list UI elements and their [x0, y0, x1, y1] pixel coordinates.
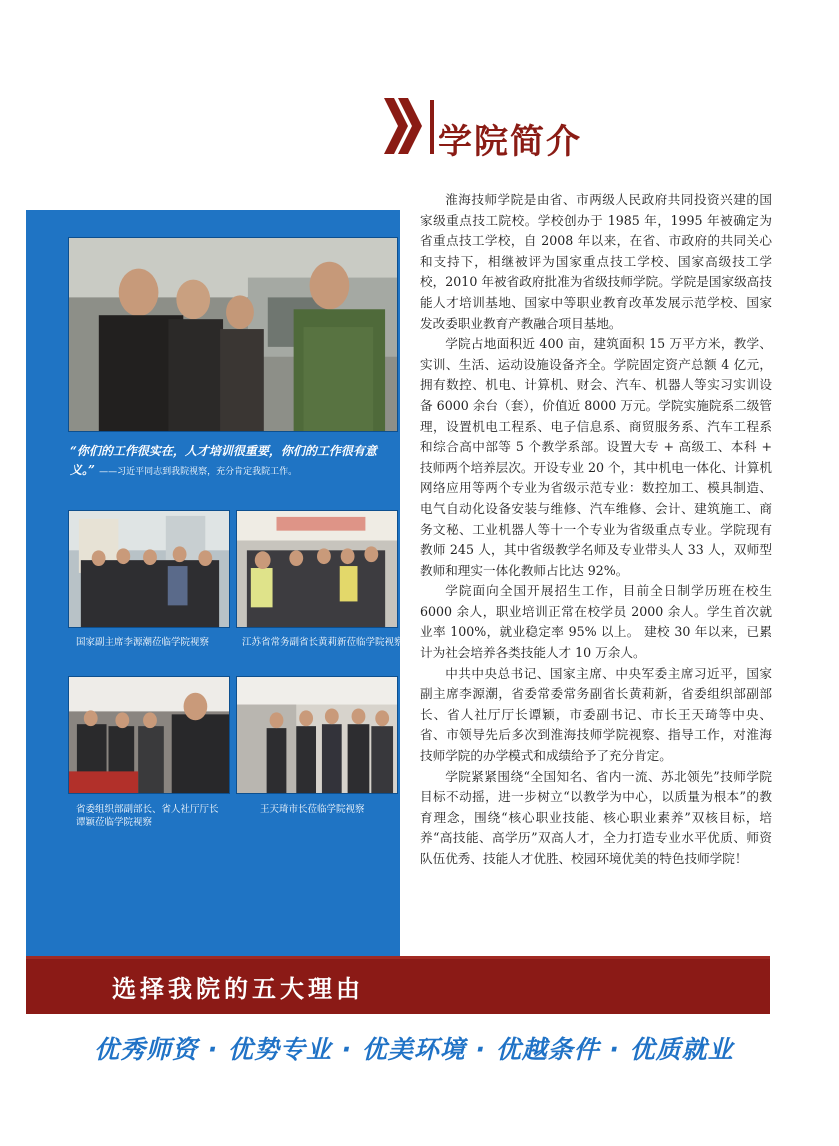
- paragraph: 学院面向全国开展招生工作，目前全日制学历班在校生 6000 余人，职业培训正常在校学员 2000 余人。学生首次就业率 100%，就业稳定率 95% 以上。 建校 30 年以来，已累计为社会培养各类技能人才 10 万余人。: [420, 583, 772, 661]
- reasons-banner: [26, 956, 770, 1014]
- double-chevron-icon: [382, 96, 422, 156]
- photo-caption-1: 国家副主席李源潮莅临学院视察: [76, 637, 210, 648]
- five-reasons: 优秀师资 · 优势专业 · 优美环境 · 优越条件 · 优质就业: [94, 1035, 734, 1064]
- paragraph: 中共中央总书记、国家主席、中央军委主席习近平，国家副主席李源潮，省委常委常务副省长黄莉新，省委组织部副部长、省人社厅厅长谭颖，市委副书记、市长王天琦等中央、省、市领导先后多次到淮海技师学院视察、指导工作，对淮海技师学院的办学模式和成绩给予了充分肯定。: [420, 665, 772, 764]
- page-title: 学院简介: [438, 122, 582, 162]
- section-header: [382, 96, 682, 160]
- banner-title: 选择我院的五大理由: [112, 975, 364, 1003]
- quote-text: “你们的工作很实在，人才培训很重要，你们的工作很有意义。”: [70, 444, 377, 477]
- photo-visit-4: [236, 676, 398, 794]
- main-photo: [68, 237, 398, 432]
- photo-visit-1: [68, 510, 230, 628]
- paragraph: 学院紧紧围绕“全国知名、省内一流、苏北领先”技师学院目标不动摇，进一步树立“以教学为中心，以质量为根本”的教育理念，围绕“核心职业技能、核心职业素养”双核目标，培养“高技能、高学历”双高人才，全力打造专业水平优质、师资队伍优秀、技能人才优胜、校园环境优美的特色技师学院！: [420, 768, 772, 866]
- photo-caption-2: 江苏省常务副省长黄莉新莅临学院视察: [242, 637, 404, 648]
- photo-visit-3: [68, 676, 230, 794]
- photo-caption-4: 王天琦市长莅临学院视察: [260, 804, 365, 815]
- paragraph: 学院占地面积近 400 亩，建筑面积 15 万平方米，教学、实训、生活、运动设施设备齐全。学院固定资产总额 4 亿元，拥有数控、机电、计算机、财会、汽车、机器人等实习实训设备 6000 余台（套），价值近 8000 万元。学院实施院系二级管理，设置机电工程系、电子信息系、商贸服务系、汽车工程系和综合高中部等 5 个教学系部。设置大专 + 高级工、本科 + 技师两个培养层次。开设专业 20 个，其中机电一体化、计算机网络应用等两个专业为省级示范专业：数控加工、模具制造、电气自动化设备安装与维修、汽车维修、会计、建筑施工、商务文秘、工业机器人等十一个专业为省级重点专业。学院现有教师 245 人，其中省级教学名师及专业带头人 33 人，双师型教师和理实一体化教师占比达 92%。: [420, 336, 772, 578]
- photo-visit-2: [236, 510, 398, 628]
- main-photo-quote: [70, 442, 398, 482]
- quote-credit: ——习近平同志到我院视察，充分肯定我院工作。: [99, 467, 298, 477]
- intro-text: [420, 190, 772, 870]
- photo-caption-3: 省委组织部副部长、省人社厅厅长谭颖莅临学院视察: [76, 804, 219, 828]
- header-divider: [430, 100, 434, 154]
- paragraph: 淮海技师学院是由省、市两级人民政府共同投资兴建的国家级重点技工院校。学校创办于 1985 年，1995 年被确定为省重点技工学校，自 2008 年以来，在省、市政府的共同关心和支持下，相继被评为国家重点技工学校、国家高级技工学校，2010 年被省政府批准为省级技师学院。学院是国家级高技能人才培训基地、国家中等职业教育改革发展示范学校、国家发改委职业教育产教融合项目基地。: [420, 192, 772, 331]
